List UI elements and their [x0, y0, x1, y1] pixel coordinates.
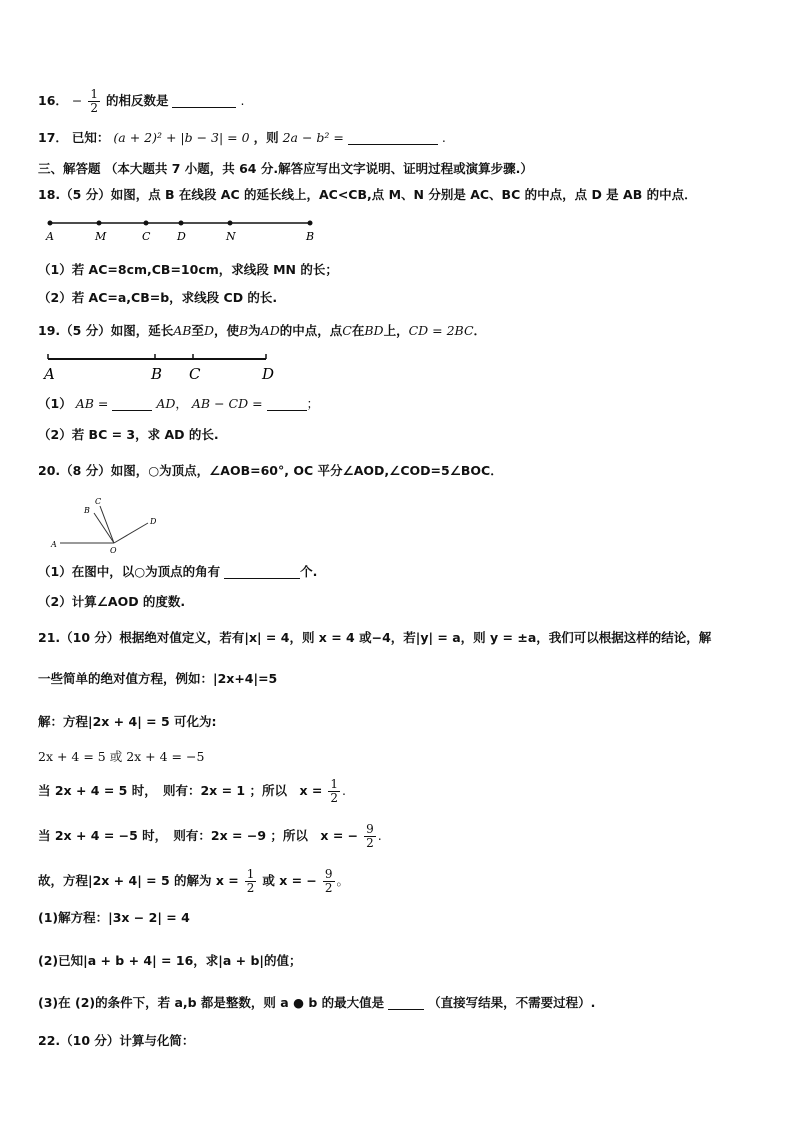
- q20-label-a: A: [51, 540, 57, 549]
- q22-heading: 22.（10 分）计算与化简：: [38, 1033, 195, 1048]
- q19-p1-c: AD: [156, 396, 176, 411]
- q18-part2: （2）若 AC=a,CB=b，求线段 CD 的长.: [38, 290, 278, 305]
- q20-figure: [46, 493, 166, 555]
- q18-part1: （1）若 AC=8cm,CB=10cm，求线段 MN 的长；: [38, 262, 338, 277]
- q21-case1-num: 1: [330, 777, 338, 791]
- q17-expression: (a + 2)² + |b − 3| = 0: [113, 130, 250, 145]
- q20-label-d: D: [150, 517, 157, 526]
- q19-p1-d: ，: [175, 396, 188, 411]
- q19-head-c: ，使: [213, 323, 239, 338]
- q18-label-m: M: [95, 230, 107, 243]
- q20-label-c: C: [95, 497, 102, 506]
- q20-p1-a: （1）在图中，以○为顶点的角有: [38, 564, 221, 579]
- q18-figure: [40, 214, 330, 244]
- q18-point-a: [48, 221, 53, 226]
- q19-head-d: 为: [248, 323, 261, 338]
- q19-label-b: B: [151, 365, 163, 383]
- q19-p1-a: （1）: [38, 396, 72, 411]
- q21-part1: (1)解方程：|3x − 2| = 4: [38, 910, 190, 925]
- q16-end: .: [240, 93, 245, 108]
- q17-answer-blank[interactable]: [348, 130, 438, 145]
- q21-case2-num: 9: [366, 822, 374, 836]
- q18-label-a: A: [46, 230, 54, 243]
- q20-ray-od: [114, 523, 148, 543]
- q20-label-o: O: [110, 546, 117, 555]
- q19-blank-2[interactable]: [267, 396, 307, 411]
- q21-conc-fraction-1: [245, 868, 257, 895]
- q18-label-n: N: [226, 230, 236, 243]
- q20-label-b: B: [84, 506, 90, 515]
- q19-head-b: 至: [191, 323, 204, 338]
- q21-case-1: [38, 778, 346, 805]
- q18-point-d: [179, 221, 184, 226]
- q21-answer-blank[interactable]: [388, 995, 424, 1010]
- q19-blank-1[interactable]: [112, 396, 152, 411]
- q21-case2-fraction: [364, 823, 376, 850]
- q18-point-b: [308, 221, 313, 226]
- q19-label-c: C: [189, 365, 201, 383]
- q16-frac-den: 2: [90, 101, 98, 115]
- q21-heading-2: 一些简单的绝对值方程，例如：|2x+4|=5: [38, 671, 278, 686]
- q21-equations: 2x + 4 = 5 或 2x + 4 = −5: [38, 749, 205, 764]
- q19-bd: BD: [364, 323, 384, 338]
- q17-number: 17．: [38, 130, 68, 145]
- q17-lead: 已知：: [71, 130, 110, 145]
- q20-part1: [38, 563, 317, 581]
- q18-label-d: D: [177, 230, 186, 243]
- q21-part2: (2)已知|a + b + 4| = 16，求|a + b|的值；: [38, 953, 302, 968]
- section-3-heading: 三、解答题 （本大题共 7 小题，共 64 分.解答应写出文字说明、证明过程或演算步骤.）: [38, 161, 533, 176]
- q19-ad: AD: [260, 323, 280, 338]
- q21-case-2: [38, 823, 382, 850]
- q19-head-e: 的中点，点: [279, 323, 343, 338]
- q21-part3: [38, 994, 595, 1012]
- q21-case1-end: .: [341, 783, 346, 798]
- q21-conc-num2: 9: [324, 867, 333, 881]
- q21-heading: 21.（10 分）根据绝对值定义，若有|x| = 4，则 x = 4 或−4，若|y| = a，则 y = ±a，我们可以根据这样的结论，解: [38, 630, 712, 645]
- q18-point-m: [97, 221, 102, 226]
- q21-case1-fraction: [328, 778, 340, 805]
- q21-solution-intro: 解：方程|2x + 4| = 5 可化为:: [38, 714, 217, 729]
- q19-part2: （2）若 BC = 3，求 AD 的长.: [38, 427, 219, 442]
- q18-label-c: C: [142, 230, 151, 243]
- q18-point-c: [144, 221, 149, 226]
- q20-part2: （2）计算∠AOD 的度数.: [38, 594, 186, 609]
- q21-case1-text: 当 2x + 4 = 5 时， 则有：2x = 1 ；所以 x =: [38, 783, 323, 798]
- q19-p1-e: AB − CD =: [191, 396, 263, 411]
- q16: [38, 88, 244, 115]
- q16-number: 16．: [38, 93, 68, 108]
- q19-head-f: 在: [351, 323, 365, 338]
- q20-heading: 20.（8 分）如图，○为顶点，∠AOB=60°, OC 平分∠AOD,∠COD=5∠BOC．: [38, 463, 503, 478]
- q19-p1-b: AB =: [75, 396, 109, 411]
- q16-text: 的相反数是: [105, 93, 169, 108]
- q21-conclusion: [38, 868, 349, 895]
- q19-figure: [38, 350, 288, 384]
- q20-p1-b: 个.: [300, 564, 318, 579]
- q18-heading: 18.（5 分）如图，点 B 在线段 AC 的延长线上，AC<CB,点 M、N 分别是 AC、BC 的中点，点 D 是 AB 的中点．: [38, 187, 697, 202]
- q19-ab: AB: [173, 323, 192, 338]
- q19-d: D: [203, 323, 214, 338]
- q21-conc-fraction-2: [323, 868, 335, 895]
- q21-conc-mid: 或 x = −: [262, 873, 317, 888]
- q16-fraction: [88, 88, 100, 115]
- q21-case2-den: 2: [366, 836, 374, 850]
- q17-expression2: 2a − b² =: [282, 130, 344, 145]
- q19-head-g: 上，: [383, 323, 409, 338]
- q21-conc-den2: 2: [324, 881, 333, 895]
- q17-end: .: [441, 130, 446, 145]
- q18-point-n: [228, 221, 233, 226]
- q17: [38, 129, 446, 147]
- q17-mid: ，则: [253, 130, 279, 145]
- q21-case1-den: 2: [330, 791, 338, 805]
- q21-conc-end: 。: [336, 873, 350, 888]
- q19-b: B: [238, 323, 249, 338]
- q19-head-h: ．: [473, 323, 487, 338]
- q16-minus: −: [71, 93, 83, 108]
- q21-conc-num1: 1: [246, 867, 255, 881]
- q19-label-d: D: [262, 365, 275, 383]
- q21-p3-b: （直接写结果，不需要过程）.: [428, 995, 596, 1010]
- q21-p3-a: (3)在 (2)的条件下，若 a,b 都是整数，则 a ● b 的最大值是: [38, 995, 385, 1010]
- q19-p1-f: ；: [306, 396, 320, 411]
- q16-frac-num: 1: [90, 87, 98, 101]
- q19-label-a: A: [44, 365, 55, 383]
- q19-heading: [38, 322, 486, 340]
- q16-answer-blank[interactable]: [172, 93, 236, 108]
- q19-c: C: [342, 323, 352, 338]
- q21-case2-text: 当 2x + 4 = −5 时， 则有：2x = −9 ；所以 x = −: [38, 828, 359, 843]
- q21-conc-a: 故，方程|2x + 4| = 5 的解为 x =: [38, 873, 239, 888]
- q21-case2-end: .: [377, 828, 382, 843]
- q21-conc-den1: 2: [246, 881, 255, 895]
- q19-head-a: 19.（5 分）如图，延长: [38, 323, 174, 338]
- q20-answer-blank[interactable]: [224, 564, 300, 579]
- q19-part1: [38, 395, 319, 413]
- q18-label-b: B: [306, 230, 315, 243]
- q19-cd-eq: CD = 2BC: [408, 323, 474, 338]
